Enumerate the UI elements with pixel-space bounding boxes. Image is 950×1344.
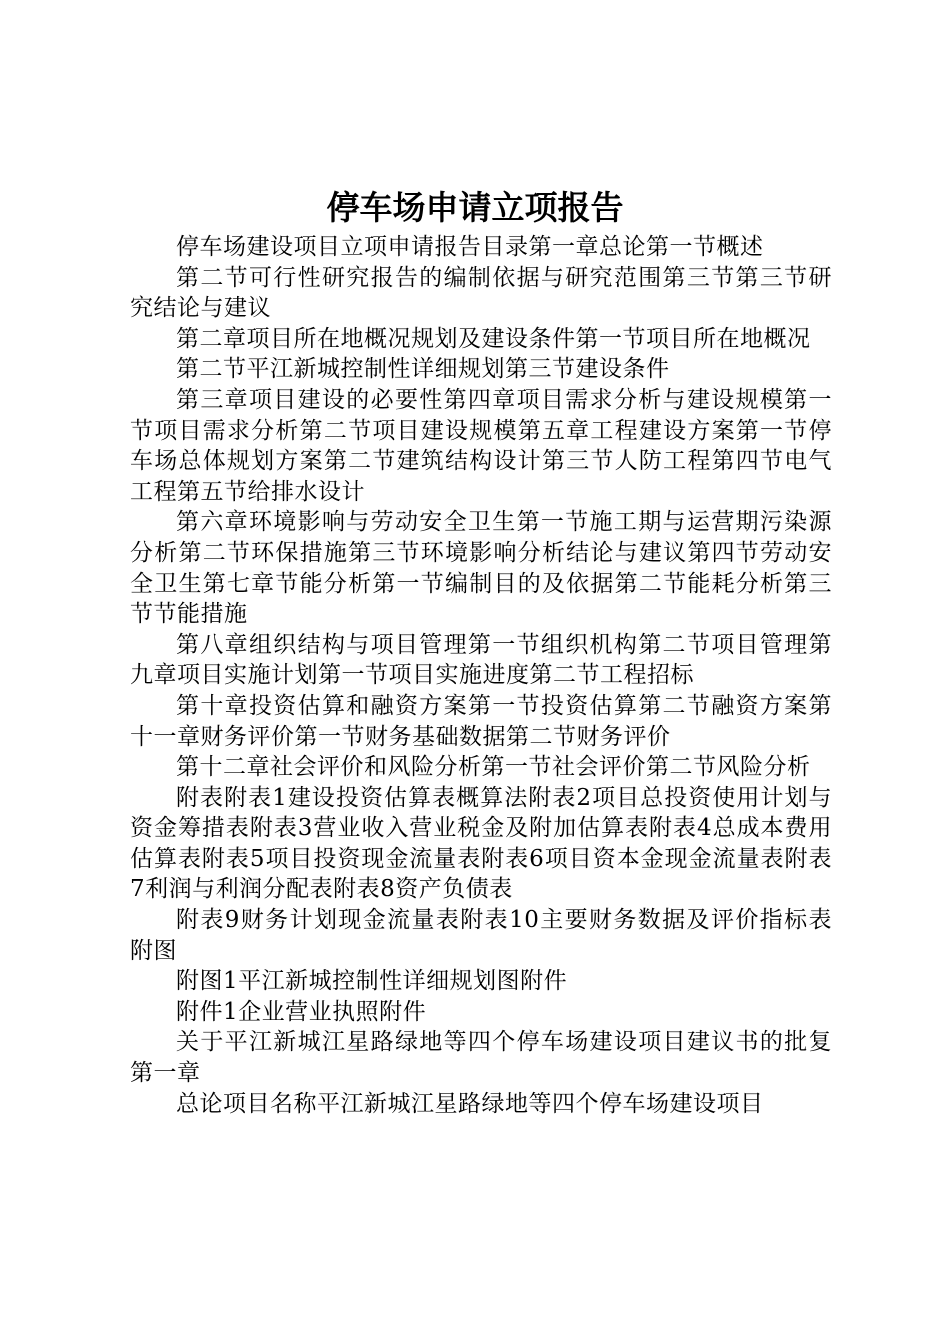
paragraph: 第十二章社会评价和风险分析第一节社会评价第二节风险分析	[176, 754, 811, 781]
document-title: 停车场申请立项报告	[326, 188, 624, 227]
paragraph: 第三章项目建设的必要性第四章项目需求分析与建设规模第一节项目需求分析第二节项目建设规模第五章工程建设方案第一节停车场总体规划方案第二节建筑结构设计第三节人防工程第四节电气工程第五节给排水设计	[130, 386, 832, 505]
paragraph: 第八章组织结构与项目管理第一节组织机构第二节项目管理第九章项目实施计划第一节项目实施进度第二节工程招标	[130, 631, 832, 689]
paragraph: 第二节平江新城控制性详细规划第三节建设条件	[176, 356, 670, 383]
paragraph: 第二章项目所在地概况规划及建设条件第一节项目所在地概况	[176, 325, 811, 352]
paragraph: 附表附表1建设投资估算表概算法附表2项目总投资使用计划与资金筹措表附表3营业收入营业税金及附加估算表附表4总成本费用估算表附表5项目投资现金流量表附表6项目资本金现金流量表附表7利润与利润分配表附表8资产负债表	[130, 784, 832, 903]
paragraph: 关于平江新城江星路绿地等四个停车场建设项目建议书的批复第一章	[130, 1029, 832, 1087]
paragraph: 第十章投资估算和融资方案第一节投资估算第二节融资方案第十一章财务评价第一节财务基础数据第二节财务评价	[130, 692, 832, 750]
paragraph: 第二节可行性研究报告的编制依据与研究范围第三节第三节研究结论与建议	[130, 264, 832, 322]
paragraph: 第六章环境影响与劳动安全卫生第一节施工期与运营期污染源分析第二节环保措施第三节环境影响分析结论与建议第四节劳动安全卫生第七章节能分析第一节编制目的及依据第二节能耗分析第三节节能措施	[130, 509, 832, 628]
document-body	[130, 232, 832, 1119]
paragraph: 附图1平江新城控制性详细规划图附件	[176, 968, 568, 995]
paragraph: 附件1企业营业执照附件	[176, 998, 427, 1025]
paragraph: 停车场建设项目立项申请报告目录第一章总论第一节概述	[176, 234, 764, 260]
paragraph: 总论项目名称平江新城江星路绿地等四个停车场建设项目	[176, 1090, 764, 1117]
paragraph: 附表9财务计划现金流量表附表10主要财务数据及评价指标表附图	[130, 907, 832, 964]
